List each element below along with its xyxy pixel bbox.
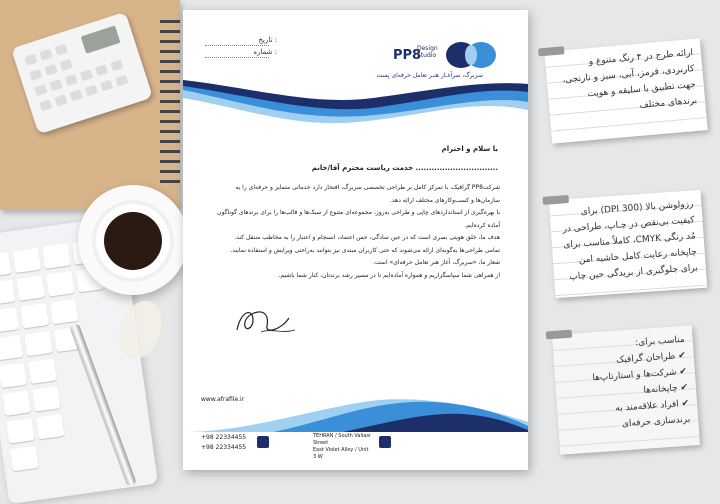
greeting: با سلام و احترام bbox=[441, 145, 498, 153]
notebook-spiral bbox=[160, 20, 180, 190]
calculator-key bbox=[60, 59, 73, 71]
calculator-key bbox=[70, 89, 83, 101]
address-line: TEHRAN / South Valiasr Street bbox=[313, 433, 371, 446]
phone-number: +98 22334455 bbox=[201, 444, 247, 451]
checkmark-icon: ✔ bbox=[677, 382, 689, 394]
note-item-text: شرکت‌ها و استارتاپ‌ها bbox=[592, 367, 677, 384]
body-line: شعار ما، «سربرگ، آغاز هنر تعامل حرفه‌ای» است. bbox=[373, 259, 500, 266]
keyboard-key bbox=[0, 363, 27, 388]
note-text: رزولوشن بالا (DPI 300) برای کیفیت بی‌نقص در چـاپ، طراحی در مُد رنگی CMYK، کاملاً مناسب برای چاپخانه رعایت کامل حاشیه امن برای جلوگیری از بریدگی حین چاپ bbox=[562, 199, 699, 283]
brand-subtitle bbox=[417, 45, 447, 59]
keyboard-key bbox=[12, 248, 41, 273]
calculator-key bbox=[34, 84, 47, 96]
note-text: ارائه طرح در ۴ رنگ متنوع و کاربردی، قرمز، آبی، سبز و نارنجی، جهت تطبیق با سلیقه و هویت برندهای مختلف bbox=[562, 48, 698, 111]
keyboard-key bbox=[0, 280, 15, 305]
number-label: شماره : bbox=[253, 48, 277, 56]
body-line: تمامی طراحی‌ها به‌گونه‌ای ارائه می‌شوند که حتی کاربران مبتدی نیز بتوانند به‌راحتی ویرایش و استفاده نمایند. bbox=[230, 246, 500, 254]
keyboard-key bbox=[20, 303, 49, 328]
keyboard-key bbox=[2, 390, 31, 415]
calculator-key bbox=[24, 54, 37, 66]
letterhead-page bbox=[183, 10, 528, 470]
paper-clip bbox=[543, 195, 569, 205]
brand-sub-line: Studio bbox=[417, 52, 437, 59]
letter-body bbox=[205, 182, 500, 282]
feature-note-audience bbox=[552, 325, 700, 454]
note-item-text: چاپخانه‌ها bbox=[643, 383, 678, 396]
calculator-key bbox=[49, 79, 62, 91]
calculator-key bbox=[44, 64, 57, 76]
calculator-key bbox=[95, 64, 108, 76]
calculator-key bbox=[85, 84, 98, 96]
date-label: تاریخ : bbox=[258, 36, 277, 44]
calculator-key bbox=[100, 80, 113, 92]
body-line: هدف ما، خلق هویتی بصری است که در عین سادگی، حس اعتماد، انسجام و اعتبار را به مخاطب منتقل کند. bbox=[234, 234, 500, 241]
feature-note-colors bbox=[544, 38, 707, 143]
number-line bbox=[205, 57, 269, 58]
keyboard-key bbox=[42, 243, 71, 268]
calculator-key bbox=[39, 99, 52, 111]
keyboard-key bbox=[0, 335, 23, 360]
keyboard-key bbox=[16, 275, 45, 300]
calculator-key bbox=[115, 75, 128, 87]
paper-clip bbox=[546, 330, 572, 340]
keyboard-key bbox=[24, 331, 53, 356]
keyboard-key bbox=[46, 271, 75, 296]
calculator-key bbox=[29, 69, 42, 81]
checkmark-icon: ✔ bbox=[678, 398, 690, 410]
slogan: سربرگ، سرآغـاز هنـر تعامل حرفه‌ای بِست bbox=[376, 72, 483, 79]
note-item-text: طراحان گرافیک bbox=[615, 351, 676, 366]
calculator-key bbox=[54, 94, 67, 106]
calculator-key bbox=[65, 74, 78, 86]
note-title: مناسب برای: bbox=[634, 334, 685, 349]
keyboard-key bbox=[10, 446, 39, 471]
keyboard-key bbox=[50, 299, 79, 324]
signature bbox=[231, 300, 301, 340]
keyboard-key bbox=[0, 307, 19, 332]
body-line: شرکتPP8 گرافیک، با تمرکز کامل بر طراحی تخصصی سربرگ، افتخار دارد خدماتی متمایز و حرفه‌ای را به bbox=[235, 184, 500, 191]
body-line: از همراهی شما سپاسگزاریم و همواره آماده‌ایم تا در مسیر رشد برندتان، کنار شما باشیم. bbox=[278, 271, 500, 279]
top-wave-graphic bbox=[183, 80, 528, 135]
keyboard-key bbox=[32, 386, 61, 411]
keyboard-key bbox=[36, 414, 65, 439]
phone-number: +98 22334455 bbox=[201, 434, 247, 441]
address bbox=[313, 433, 373, 461]
keyboard-key bbox=[0, 252, 11, 277]
feature-note-print bbox=[549, 190, 707, 298]
body-line: سازمان‌ها و کسب‌وکارهای مختلف ارائه دهد. bbox=[389, 196, 500, 204]
checkmark-icon: ✔ bbox=[676, 366, 688, 378]
note-item-text: افراد علاقه‌مند به bbox=[615, 399, 680, 414]
date-line bbox=[205, 45, 269, 46]
phone-icon bbox=[257, 436, 269, 448]
calculator-key bbox=[110, 59, 123, 71]
calculator-key bbox=[39, 49, 52, 61]
calculator-key bbox=[55, 44, 68, 56]
paper-clip bbox=[538, 46, 565, 56]
website: www.afrafile.ir bbox=[201, 396, 245, 403]
infinity-logo-icon bbox=[445, 40, 497, 70]
recipient-line: خدمت ریاست محترم آقا/خانم ............................... bbox=[311, 164, 498, 172]
location-icon bbox=[379, 436, 391, 448]
coffee bbox=[104, 212, 162, 270]
checkmark-icon: ✔ bbox=[675, 350, 687, 362]
note-item-text: برندسازی حرفه‌ای bbox=[621, 414, 691, 430]
calculator-screen bbox=[81, 25, 121, 53]
address-line: East Violet Alley / Unit 3 W bbox=[313, 447, 369, 460]
keyboard-key bbox=[6, 418, 35, 443]
calculator-key bbox=[80, 69, 93, 81]
body-line: با بهره‌گیری از استانداردهای چاپی و طراحی بەروز، مجموعه‌ای متنوع از سبک‌ها و قالب‌ها را برای برندهای گوناگون آماده کرده‌ایم. bbox=[217, 209, 500, 229]
brand-sub-line: Design bbox=[417, 45, 438, 52]
keyboard-key bbox=[28, 359, 57, 384]
brand-name: PP8 bbox=[393, 48, 422, 63]
